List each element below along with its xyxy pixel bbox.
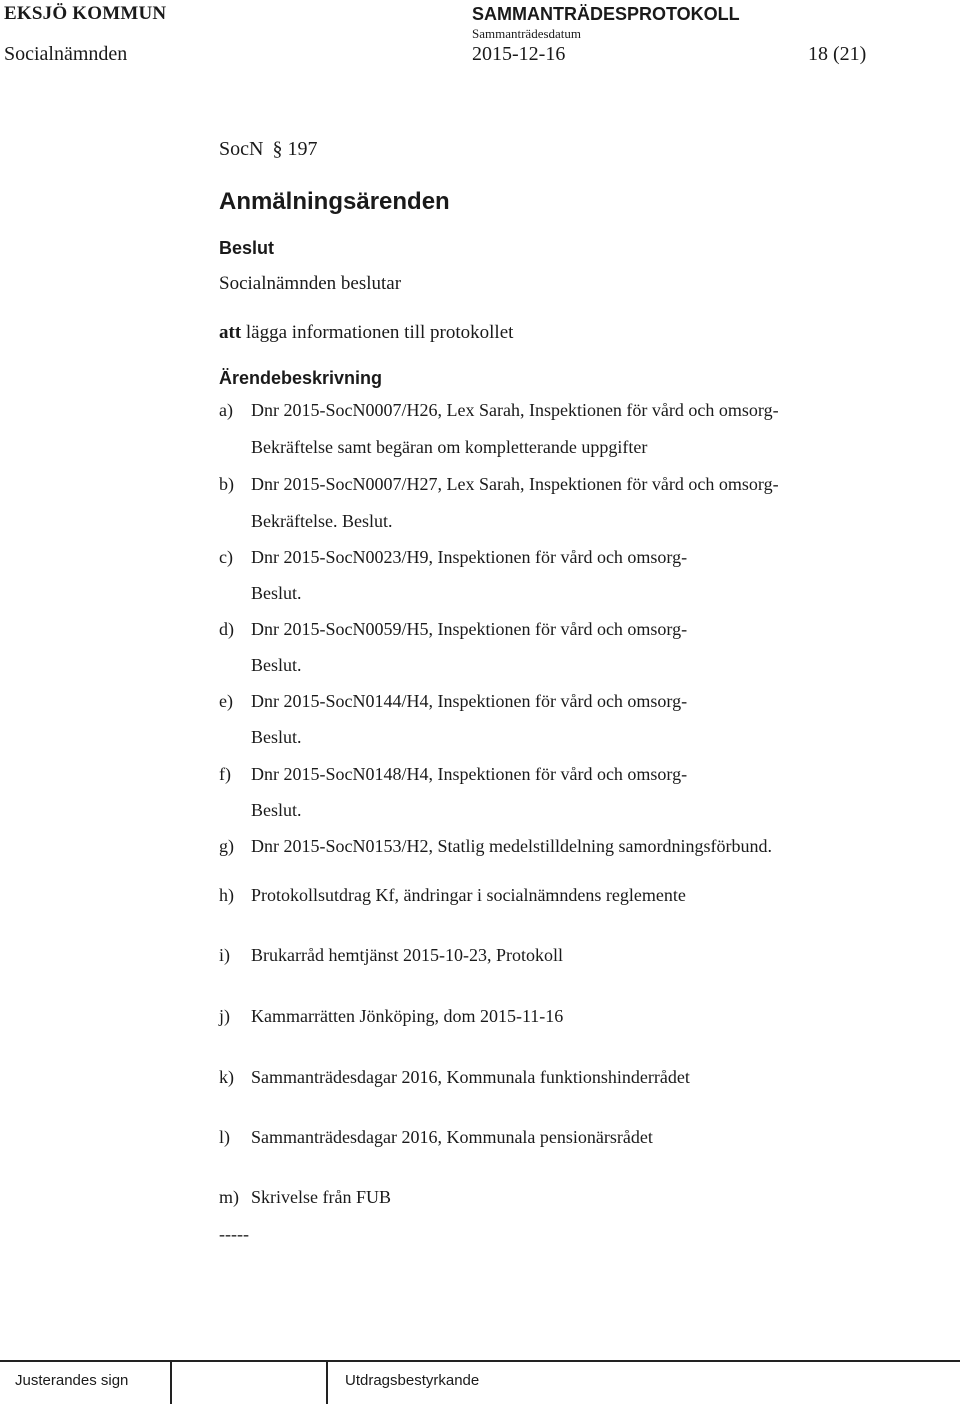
item-label: c) [219, 547, 233, 567]
item-text: Brukarråd hemtjänst 2015-10-23, Protokoll [251, 945, 563, 965]
item-label: m) [219, 1187, 239, 1207]
excerpt-label: Utdragsbestyrkande [345, 1372, 480, 1389]
item-text: Sammanträdesdagar 2016, Kommunala funktionshinderrådet [251, 1067, 690, 1087]
item-text-continued: Beslut. [251, 655, 302, 675]
item-text: Dnr 2015-SocN0144/H4, Inspektionen för vård och omsorg- [251, 691, 688, 711]
item-text: Skrivelse från FUB [251, 1187, 391, 1207]
att-text: lägga informationen till protokollet [245, 322, 514, 343]
item-label: a) [219, 400, 233, 420]
page-title: Anmälningsärenden [219, 188, 450, 215]
section-prefix: SocN [219, 138, 264, 160]
page-number: 18 (21) [808, 43, 867, 65]
item-text: Sammanträdesdagar 2016, Kommunala pensionärsrådet [251, 1127, 653, 1147]
item-text: Dnr 2015-SocN0148/H4, Inspektionen för vård och omsorg- [251, 764, 688, 784]
item-label: g) [219, 836, 234, 856]
decision-heading: Beslut [219, 238, 275, 258]
item-label: k) [219, 1067, 234, 1087]
item-text: Protokollsutdrag Kf, ändringar i socialnämndens reglemente [251, 885, 686, 905]
footer-divider [0, 1360, 960, 1362]
item-text-continued: Beslut. [251, 800, 302, 820]
section-num: 197 [287, 138, 318, 160]
decision-att-line [219, 322, 513, 344]
description-heading: Ärendebeskrivning [219, 368, 383, 388]
item-text: Dnr 2015-SocN0023/H9, Inspektionen för vård och omsorg- [251, 547, 688, 567]
item-text: Kammarrätten Jönköping, dom 2015-11-16 [251, 1006, 564, 1026]
paragraph-symbol: § [272, 138, 283, 160]
item-label: b) [219, 474, 234, 494]
item-text-continued: Beslut. [251, 583, 302, 603]
signature-label: Justerandes sign [15, 1372, 129, 1389]
footer-separator [170, 1362, 172, 1404]
organization-name: EKSJÖ KOMMUN [4, 3, 167, 24]
att-word: att [219, 322, 242, 343]
meeting-date: 2015-12-16 [472, 43, 566, 65]
item-label: j) [219, 1006, 230, 1026]
item-text: Dnr 2015-SocN0007/H27, Lex Sarah, Inspektionen för vård och omsorg- [251, 474, 779, 494]
item-label: f) [219, 764, 231, 784]
item-label: h) [219, 885, 234, 905]
section-number [219, 138, 317, 161]
item-text: Dnr 2015-SocN0007/H26, Lex Sarah, Inspektionen för vård och omsorg- [251, 400, 779, 420]
end-marker: ----- [219, 1224, 249, 1244]
decision-text: Socialnämnden beslutar [219, 273, 402, 294]
item-text-continued: Bekräftelse. Beslut. [251, 511, 393, 531]
item-label: l) [219, 1127, 230, 1147]
item-text: Dnr 2015-SocN0153/H2, Statlig medelstilldelning samordningsförbund. [251, 836, 772, 856]
date-label: Sammanträdesdatum [472, 26, 582, 41]
item-label: e) [219, 691, 233, 711]
committee-name: Socialnämnden [4, 43, 128, 65]
footer-separator [326, 1362, 328, 1404]
document-type: SAMMANTRÄDESPROTOKOLL [472, 4, 740, 24]
item-text-continued: Bekräftelse samt begäran om kompletterande uppgifter [251, 437, 648, 457]
item-label: d) [219, 619, 234, 639]
item-label: i) [219, 945, 230, 965]
item-text-continued: Beslut. [251, 727, 302, 747]
item-text: Dnr 2015-SocN0059/H5, Inspektionen för vård och omsorg- [251, 619, 688, 639]
